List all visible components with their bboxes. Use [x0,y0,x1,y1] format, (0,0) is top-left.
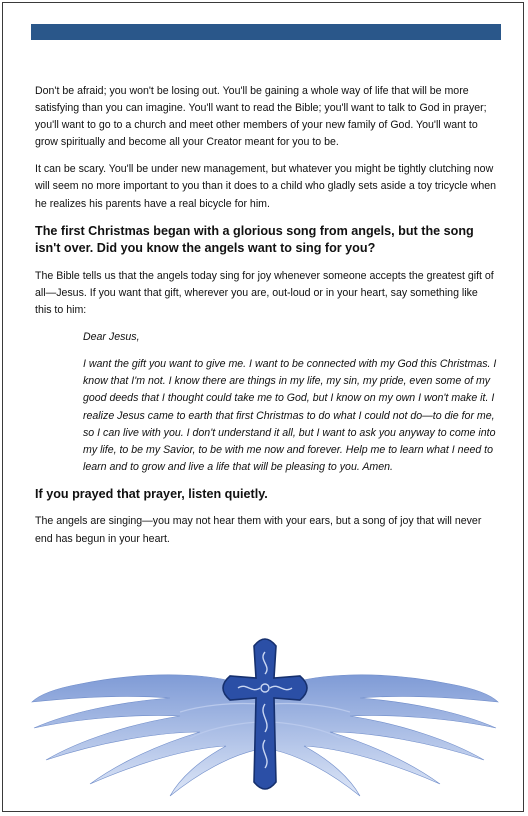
paragraph-it-can-be-scary: It can be scary. You'll be under new management, but whatever you might be tightly clutching now will seem no more important to you than it does to a child who gladly sets aside a toy tricycle when he realizes his parents have a real bicycle for him. [35,163,497,210]
prayer-salutation: Dear Jesus, [83,331,140,344]
paragraph-angels-singing: The angels are singing—you may not hear them with your ears, but a song of joy that will never end has begun in your heart. [35,515,482,545]
prayer-text: I want the gift you want to give me. I want to be connected with my God this Christmas. I know that I'm not. I know there are things in my life, my sin, my pride, even some of my good deeds that I thought could take me to God, but I know on my own I won't make it. I realize Jesus came to earth that first Christmas to do what I could not do—to die for me, so I can live with you. I don't understand it all, but I want to ask you anyway to come into my life, to be my Savior, to be with me now and forever. Help me to learn what I need to learn and to grow and live a life that will be pleasing to you. Amen. [83,358,497,473]
document-body [35,83,497,558]
paragraph-greatest-gift: The Bible tells us that the angels today sing for joy whenever someone accepts the greatest gift of all—Jesus. If you want that gift, wherever you are, out-loud or in your heart, say something like this to him: [35,269,494,317]
paragraph-dont-be-afraid: Don't be afraid; you won't be losing out. You'll be gaining a whole way of life that will be more satisfying than you can imagine. You'll want to read the Bible; you'll want to talk to God in prayer; you'll want to go to a church and meet other members of your new family of God. You'll want to grow spiritually and become all your Creator meant for you to be. [35,85,487,149]
header-bar [31,24,501,40]
heading-first-christmas: The first Christmas began with a glorious song from angels, but the song isn't over. Did you know the angels want to sing for you? [35,223,474,256]
prayer-block [83,329,497,476]
winged-cross-icon [30,632,500,802]
heading-listen-quietly: If you prayed that prayer, listen quietly. [35,486,268,501]
